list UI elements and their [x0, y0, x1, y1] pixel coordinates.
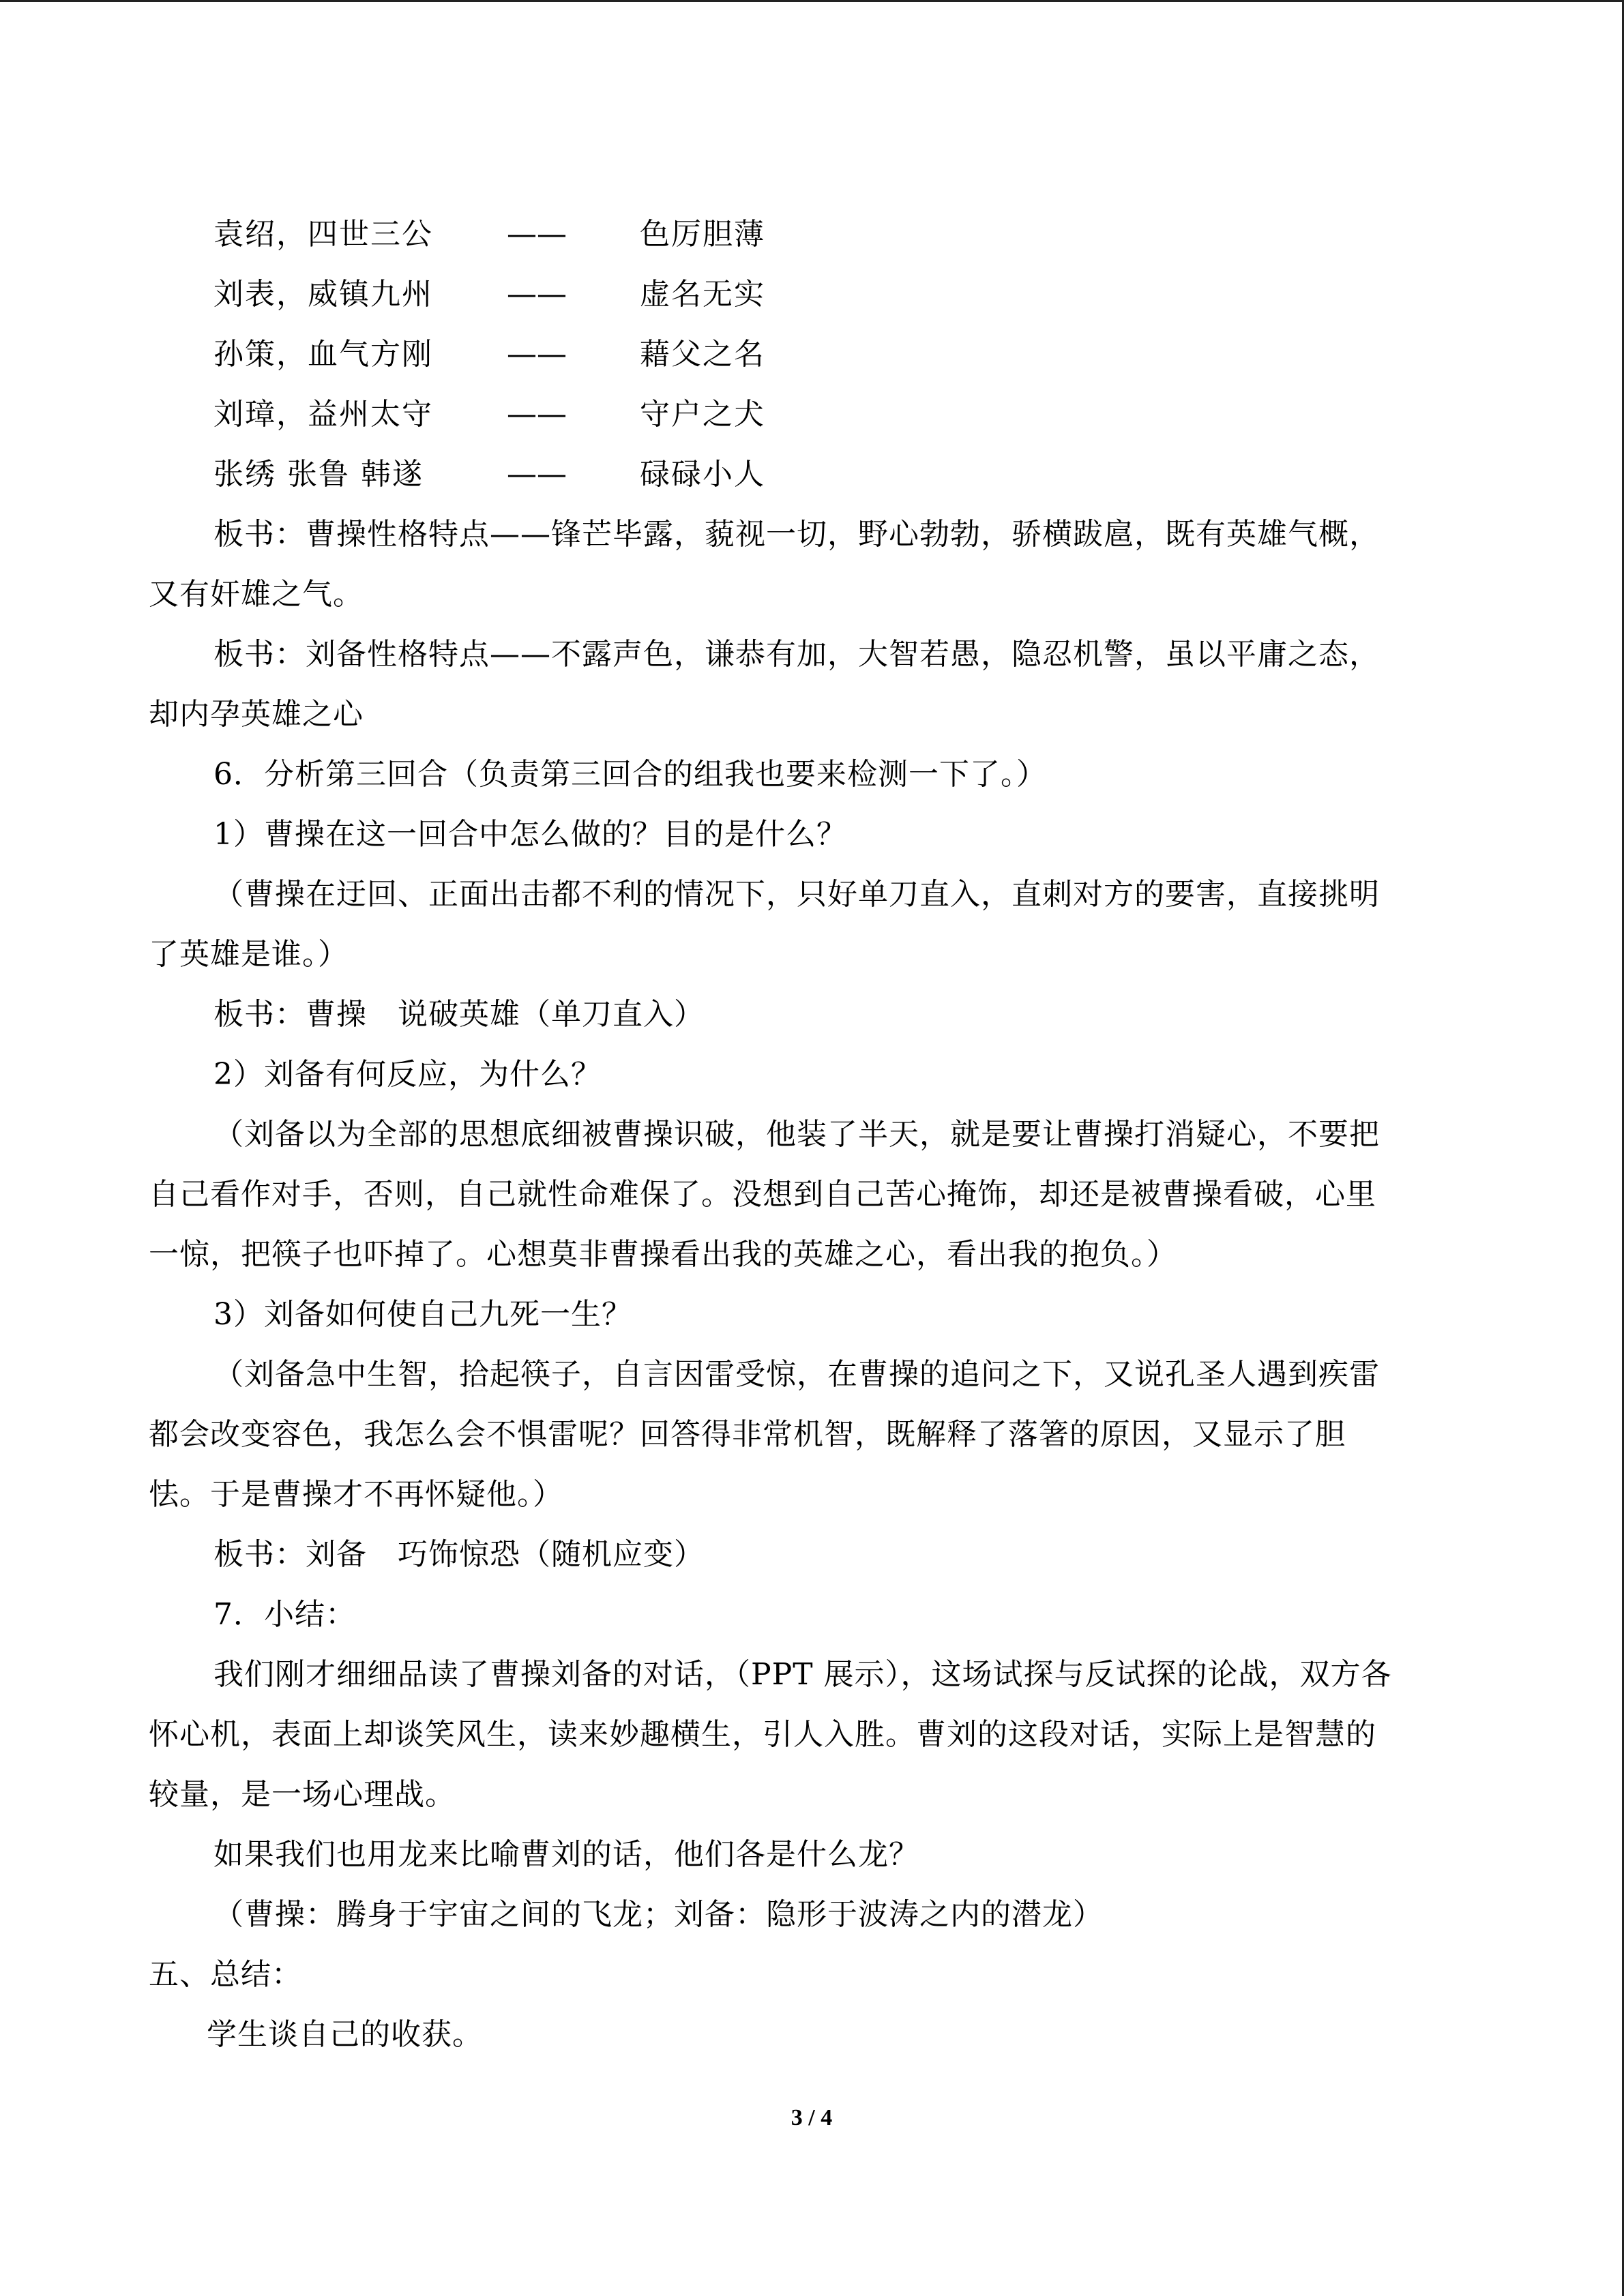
comparison-left: 刘表，威镇九州 — [213, 277, 433, 312]
paragraph-line: 我们刚才细细品读了曹操刘备的对话，（PPT 展示），这场试探与反试探的论战，双方各 — [213, 1657, 1392, 1692]
paragraph-line: （刘备以为全部的思想底细被曹操识破，他装了半天，就是要让曹操打消疑心，不要把 — [213, 1117, 1380, 1152]
question-line: 3）刘备如何使自己九死一生？ — [213, 1297, 632, 1332]
comparison-dash: —— — [507, 277, 567, 312]
section-heading: 五、总结： — [149, 1957, 302, 1992]
paragraph-line: 学生谈自己的收获。 — [207, 2017, 483, 2052]
comparison-dash: —— — [507, 457, 567, 492]
paragraph-line: （刘备急中生智，拾起筷子，自言因雷受惊，在曹操的追问之下，又说孔圣人遇到疾雷 — [213, 1357, 1380, 1392]
comparison-right: 守户之犬 — [640, 397, 765, 432]
paragraph-line: 自己看作对手，否则，自己就性命难保了。没想到自己苦心掩饰，却还是被曹操看破，心里 — [149, 1177, 1376, 1212]
question-line: 如果我们也用龙来比喻曹刘的话，他们各是什么龙？ — [213, 1837, 919, 1872]
paragraph-line: 板书：刘备性格特点——不露声色，谦恭有加，大智若愚，隐忍机警，虽以平庸之态， — [213, 637, 1380, 672]
paragraph-line: 了英雄是谁。） — [149, 937, 349, 972]
paragraph-line: 板书：刘备 巧饰惊恐（随机应变） — [213, 1537, 705, 1572]
section-heading: 7．小结： — [213, 1597, 356, 1632]
paragraph-line: （曹操：腾身于宇宙之间的飞龙；刘备：隐形于波涛之内的潜龙） — [213, 1897, 1104, 1932]
page-number: 3 / 4 — [791, 2105, 833, 2130]
paragraph-line: 怯。于是曹操才不再怀疑他。） — [149, 1477, 563, 1512]
paragraph-line: 一惊，把筷子也吓掉了。心想莫非曹操看出我的英雄之心，看出我的抱负。） — [149, 1237, 1177, 1272]
paragraph-line: 都会改变容色，我怎么会不惧雷呢？回答得非常机智，既解释了落箸的原因，又显示了胆 — [149, 1417, 1346, 1452]
comparison-right: 色厉胆薄 — [640, 217, 765, 252]
comparison-right: 虚名无实 — [640, 277, 765, 312]
paragraph-line: （曹操在迂回、正面出击都不利的情况下，只好单刀直入，直刺对方的要害，直接挑明 — [213, 877, 1380, 912]
paragraph-line: 却内孕英雄之心 — [149, 697, 364, 732]
comparison-left: 孙策，血气方刚 — [213, 337, 433, 372]
paragraph-line: 板书：曹操性格特点——锋芒毕露，藐视一切，野心勃勃，骄横跋扈，既有英雄气概， — [213, 517, 1380, 552]
paragraph-line: 又有奸雄之气。 — [149, 577, 364, 612]
paragraph-line: 板书：曹操 说破英雄（单刀直入） — [213, 997, 705, 1032]
question-line: 2）刘备有何反应，为什么？ — [213, 1057, 602, 1092]
comparison-dash: —— — [507, 337, 567, 372]
comparison-left: 袁绍，四世三公 — [213, 217, 433, 252]
section-heading: 6．分析第三回合（负责第三回合的组我也要来检测一下了。） — [213, 757, 1047, 792]
comparison-dash: —— — [507, 397, 567, 432]
paragraph-line: 怀心机，表面上却谈笑风生，读来妙趣横生，引人入胜。曹刘的这段对话，实际上是智慧的 — [149, 1717, 1376, 1752]
paragraph-line: 较量，是一场心理战。 — [149, 1777, 456, 1812]
question-line: 1）曹操在这一回合中怎么做的？目的是什么？ — [213, 817, 847, 852]
comparison-left: 刘璋，益州太守 — [213, 397, 433, 432]
comparison-dash: —— — [507, 217, 567, 252]
comparison-right: 碌碌小人 — [640, 457, 765, 492]
comparison-right: 藉父之名 — [640, 337, 765, 372]
comparison-left: 张绣 张鲁 韩遂 — [213, 457, 424, 492]
